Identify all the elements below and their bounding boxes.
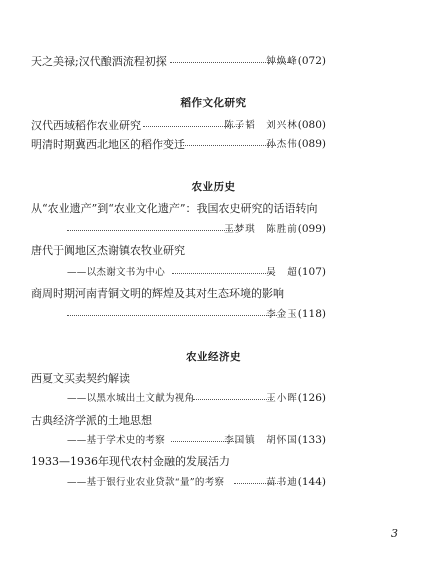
toc-entry-ref [266, 306, 326, 320]
leader-dots [181, 145, 276, 146]
author: 王梦琪 陈胜前 [224, 224, 298, 235]
author: 钟焕峰 [266, 56, 298, 67]
toc-entry-title[interactable]: 天之美禄;汉代酿酒流程初探 [31, 55, 167, 68]
toc-entry-ref [266, 53, 326, 67]
leader-dots [193, 399, 273, 400]
page-ref: (107) [297, 266, 326, 278]
toc-entry-ref [266, 264, 326, 278]
leader-dots [67, 315, 277, 316]
page-number: 3 [391, 527, 398, 540]
page-ref: (080) [297, 119, 326, 131]
page-ref: (099) [297, 223, 326, 235]
author: 李国镇 胡怀国 [224, 435, 298, 446]
toc-entry-title[interactable]: 明清时期冀西北地区的稻作变迁 [31, 138, 185, 151]
toc-entry-title[interactable]: 1933—1936年现代农村金融的发展活力 [31, 455, 230, 468]
author: 吴 超 [266, 267, 298, 278]
section-heading: 农业经济史 [186, 351, 241, 363]
toc-entry-ref [266, 136, 326, 150]
section-heading: 稻作文化研究 [180, 97, 247, 109]
toc-entry-title[interactable]: 西夏文买卖契约解读 [31, 372, 130, 385]
toc-entry-subtitle: ——以黑水城出土文献为视角 [67, 393, 195, 404]
toc-entry-title[interactable]: 古典经济学派的土地思想 [31, 414, 152, 427]
toc-entry-ref [224, 432, 326, 446]
toc-entry-title[interactable]: 从“农业遗产”到“农业文化遗产”：我国农史研究的话语转向 [31, 202, 318, 215]
toc-entry-title[interactable]: 唐代于阗地区杰谢镇农牧业研究 [31, 244, 185, 257]
leader-dots [67, 230, 239, 231]
toc-entry-subtitle: ——基于银行业农业贷款“量”的考察 [67, 477, 225, 488]
page-ref: (089) [297, 138, 326, 150]
section-heading: 农业历史 [191, 181, 236, 193]
toc-entry-ref [224, 221, 326, 235]
toc-entry-subtitle: ——基于学术史的考察 [67, 435, 166, 446]
toc-entry-subtitle: ——以杰谢文书为中心 [67, 267, 166, 278]
page-ref: (144) [297, 476, 326, 488]
page-ref: (118) [297, 308, 326, 320]
toc-entry-ref [266, 474, 326, 488]
toc-entry-title[interactable]: 汉代西域稻作农业研究 [31, 119, 141, 132]
author: 苗书迪 [266, 477, 298, 488]
toc-entry-title[interactable]: 商周时期河南青铜文明的辉煌及其对生态环境的影响 [31, 287, 284, 300]
author: 李金玉 [266, 309, 298, 320]
toc-entry-ref [224, 117, 326, 131]
author: 孙杰伟 [266, 139, 298, 150]
toc-entry-ref [266, 390, 326, 404]
author: 王小晖 [266, 393, 298, 404]
leader-dots [172, 273, 274, 274]
page-ref: (133) [297, 434, 326, 446]
page-ref: (072) [297, 55, 326, 67]
page-ref: (126) [297, 392, 326, 404]
author: 陈子韬 刘兴林 [224, 120, 298, 131]
